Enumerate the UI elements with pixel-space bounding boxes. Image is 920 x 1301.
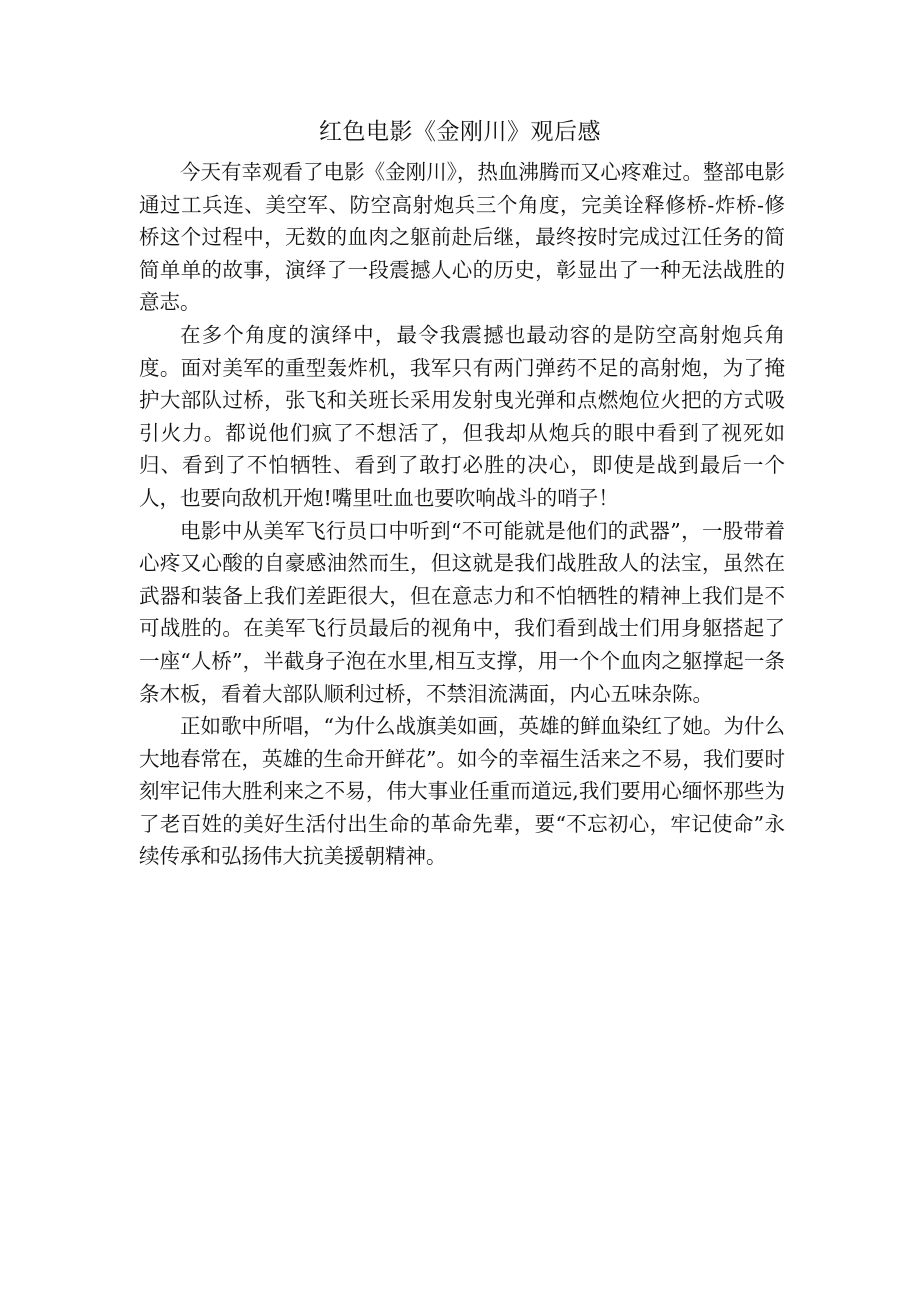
document-body: [139, 156, 785, 873]
paragraph-2: 在多个角度的演绎中，最令我震撼也最动容的是防空高射炮兵角度。面对美军的重型轰炸机，我军只有两门弹药不足的高射炮，为了掩护大部队过桥，张飞和关班长采用发射曳光弹和点燃炮位火把的方式吸引火力。都说他们疯了不想活了，但我却从炮兵的眼中看到了视死如归、看到了不怕牺牲、看到了敢打必胜的决心，即使是战到最后一个人，也要向敌机开炮!嘴里吐血也要吹响战斗的哨子！: [139, 322, 785, 510]
paragraph-3: 电影中从美军飞行员口中听到“不可能就是他们的武器”，一股带着心疼又心酸的自豪感油然而生，但这就是我们战胜敌人的法宝，虽然在武器和装备上我们差距很大，但在意志力和不怕牺牲的精神上我们是不可战胜的。在美军飞行员最后的视角中，我们看到战士们用身躯搭起了一座“人桥”，半截身子泡在水里,相互支撑，用一个个血肉之躯撑起一条条木板，看着大部队顺利过桥，不禁泪流满面，内心五味杂陈。: [139, 518, 785, 706]
paragraph-1: 今天有幸观看了电影《金刚川》，热血沸腾而又心疼难过。整部电影通过工兵连、美空军、防空高射炮兵三个角度，完美诠释修桥-炸桥-修桥这个过程中，无数的血肉之躯前赴后继，最终按时完成过江任务的简简单单的故事，演绎了一段震撼人心的历史，彰显出了一种无法战胜的意志。: [139, 160, 785, 315]
paragraph-4: 正如歌中所唱，“为什么战旗美如画，英雄的鲜血染红了她。为什么大地春常在，英雄的生命开鲜花”。如今的幸福生活来之不易，我们要时刻牢记伟大胜利来之不易，伟大事业任重而道远,我们要用心缅怀那些为了老百姓的美好生活付出生命的革命先辈，要“不忘初心，牢记使命”永续传承和弘扬伟大抗美援朝精神。: [139, 714, 785, 869]
document-title: 红色电影《金刚川》观后感: [319, 119, 601, 145]
